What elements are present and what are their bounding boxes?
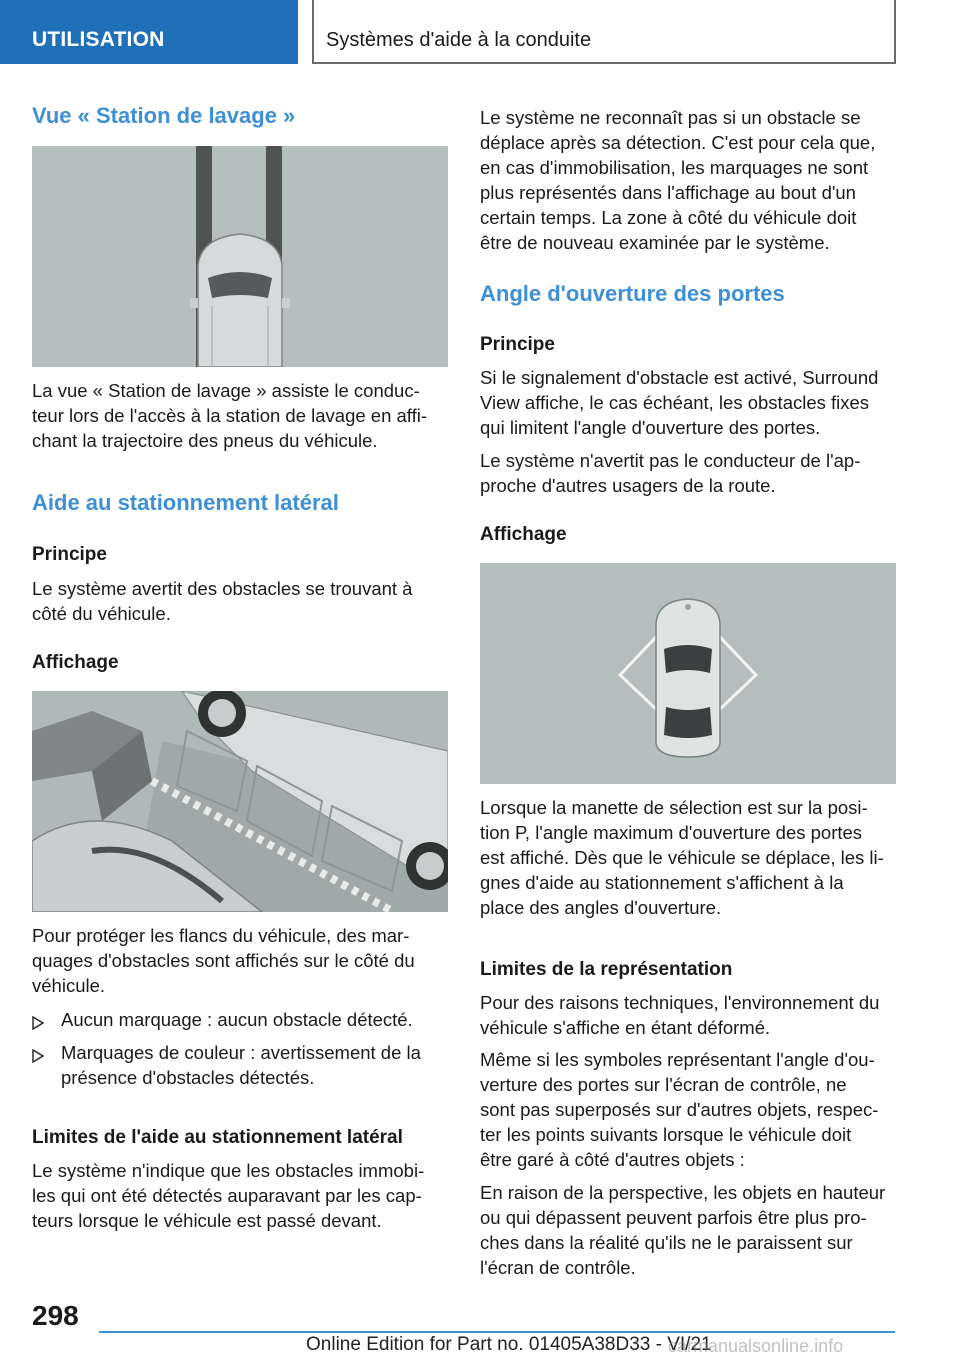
paragraph-detection <box>480 105 896 255</box>
section-label: UTILISATION <box>32 28 165 51</box>
list-item-text <box>61 1007 451 1032</box>
text-line: verture des portes sur l'écran de contrôle, ne <box>480 1074 847 1095</box>
text-line: véhicule. <box>32 975 106 996</box>
figure-wash-station <box>32 146 448 367</box>
footer-rule <box>99 1331 895 1333</box>
text-line: View affiche, le cas échéant, les obstacles fixes <box>480 392 870 413</box>
heading-door-angle: Angle d'ouverture des portes <box>480 281 785 306</box>
paragraph-door-2 <box>480 448 896 498</box>
text-line: teurs lorsque le véhicule est passé devant. <box>32 1210 382 1231</box>
text-line: être garé à côté d'autres objets : <box>480 1149 745 1170</box>
text-line: est affiché. Dès que le véhicule se déplace, les li- <box>480 847 884 868</box>
text-line: ou qui dépassent peuvent parfois être plus pro- <box>480 1207 867 1228</box>
chapter-title: Systèmes d'aide à la conduite <box>326 29 592 51</box>
paragraph-door-1 <box>480 365 896 440</box>
text-line: Le système n'avertit pas le conducteur de l'ap- <box>480 450 861 471</box>
paragraph-limits-3 <box>480 1180 896 1280</box>
text-line: l'écran de contrôle. <box>480 1257 636 1278</box>
figure-side-parking <box>32 691 448 912</box>
triangle-right-outline-icon <box>32 1011 44 1036</box>
text-line: gnes d'aide au stationnement s'affichent à la <box>480 872 844 893</box>
paragraph-limits-1 <box>480 990 896 1040</box>
heading-wash-view: Vue « Station de lavage » <box>32 103 296 128</box>
paragraph-selector <box>480 795 896 920</box>
text-line: quages d'obstacles sont affichés sur le côté du <box>32 950 415 971</box>
section-tab <box>0 0 298 64</box>
text-line: En raison de la perspective, les objets en hauteur <box>480 1182 886 1203</box>
paragraph-protect <box>32 923 448 998</box>
text-line: Lorsque la manette de sélection est sur la posi- <box>480 797 868 818</box>
text-line: sont pas superposés sur d'autres objets, respec- <box>480 1099 879 1120</box>
paragraph-wash <box>32 378 448 453</box>
subheading-limits-display: Limites de la représentation <box>480 959 733 980</box>
text-line: certain temps. La zone à côté du véhicule doit <box>480 207 857 228</box>
subheading-affichage: Affichage <box>32 652 119 673</box>
text-line: Pour des raisons techniques, l'environnement du <box>480 992 880 1013</box>
text-line: chant la trajectoire des pneus du véhicule. <box>32 430 378 451</box>
text-line: présence d'obstacles détectés. <box>61 1067 315 1088</box>
text-line: Aucun marquage : aucun obstacle détecté. <box>61 1009 413 1030</box>
text-line: en cas d'immobilisation, les marquages ne sont <box>480 157 869 178</box>
text-line: Si le signalement d'obstacle est activé, Surround <box>480 367 879 388</box>
text-line: plus représentés dans l'affichage au bout d'un <box>480 182 856 203</box>
subheading-principe: Principe <box>480 334 555 355</box>
paragraph-limits-2 <box>480 1047 896 1172</box>
text-line: les qui ont été détectés auparavant par les cap- <box>32 1185 422 1206</box>
subheading-limits-side: Limites de l'aide au stationnement latéral <box>32 1127 403 1148</box>
page-number: 298 <box>32 1300 79 1331</box>
text-line: qui limitent l'angle d'ouverture des portes. <box>480 417 821 438</box>
text-line: ter les points suivants lorsque le véhicule doit <box>480 1124 852 1145</box>
text-line: proche d'autres usagers de la route. <box>480 475 776 496</box>
text-line: Le système ne reconnaît pas si un obstacle se <box>480 107 861 128</box>
paragraph-limits-side <box>32 1158 448 1233</box>
edition-note: Online Edition for Part no. 01405A38D33 - VI/21 <box>306 1334 712 1355</box>
heading-side-parking: Aide au stationnement latéral <box>32 490 339 515</box>
text-line: Même si les symboles représentant l'angle d'ou- <box>480 1049 875 1070</box>
text-line: tion P, l'angle maximum d'ouverture des portes <box>480 822 863 843</box>
text-line: déplace après sa détection. C'est pour cela que, <box>480 132 876 153</box>
text-line: Pour protéger les flancs du véhicule, des mar- <box>32 925 410 946</box>
text-line: La vue « Station de lavage » assiste le conduc- <box>32 380 420 401</box>
text-line: véhicule s'affiche en étant déformé. <box>480 1017 771 1038</box>
subheading-principe: Principe <box>32 544 107 565</box>
text-line: être de nouveau examinée par le système. <box>480 232 830 253</box>
text-line: place des angles d'ouverture. <box>480 897 722 918</box>
text-line: Le système n'indique que les obstacles immobi- <box>32 1160 425 1181</box>
text-line: ches dans la réalité qu'ils ne le paraissent sur <box>480 1232 853 1253</box>
figure-door-angles <box>480 563 896 784</box>
text-line: teur lors de l'accès à la station de lavage en affi- <box>32 405 428 426</box>
triangle-right-outline-icon <box>32 1044 44 1069</box>
text-line: Le système avertit des obstacles se trouvant à <box>32 578 413 599</box>
paragraph-side <box>32 576 448 626</box>
text-line: Marquages de couleur : avertissement de la <box>61 1042 421 1063</box>
subheading-affichage: Affichage <box>480 524 567 545</box>
text-line: côté du véhicule. <box>32 603 171 624</box>
watermark: carmanualsonline.info <box>668 1336 844 1356</box>
list-item-text <box>61 1040 451 1090</box>
